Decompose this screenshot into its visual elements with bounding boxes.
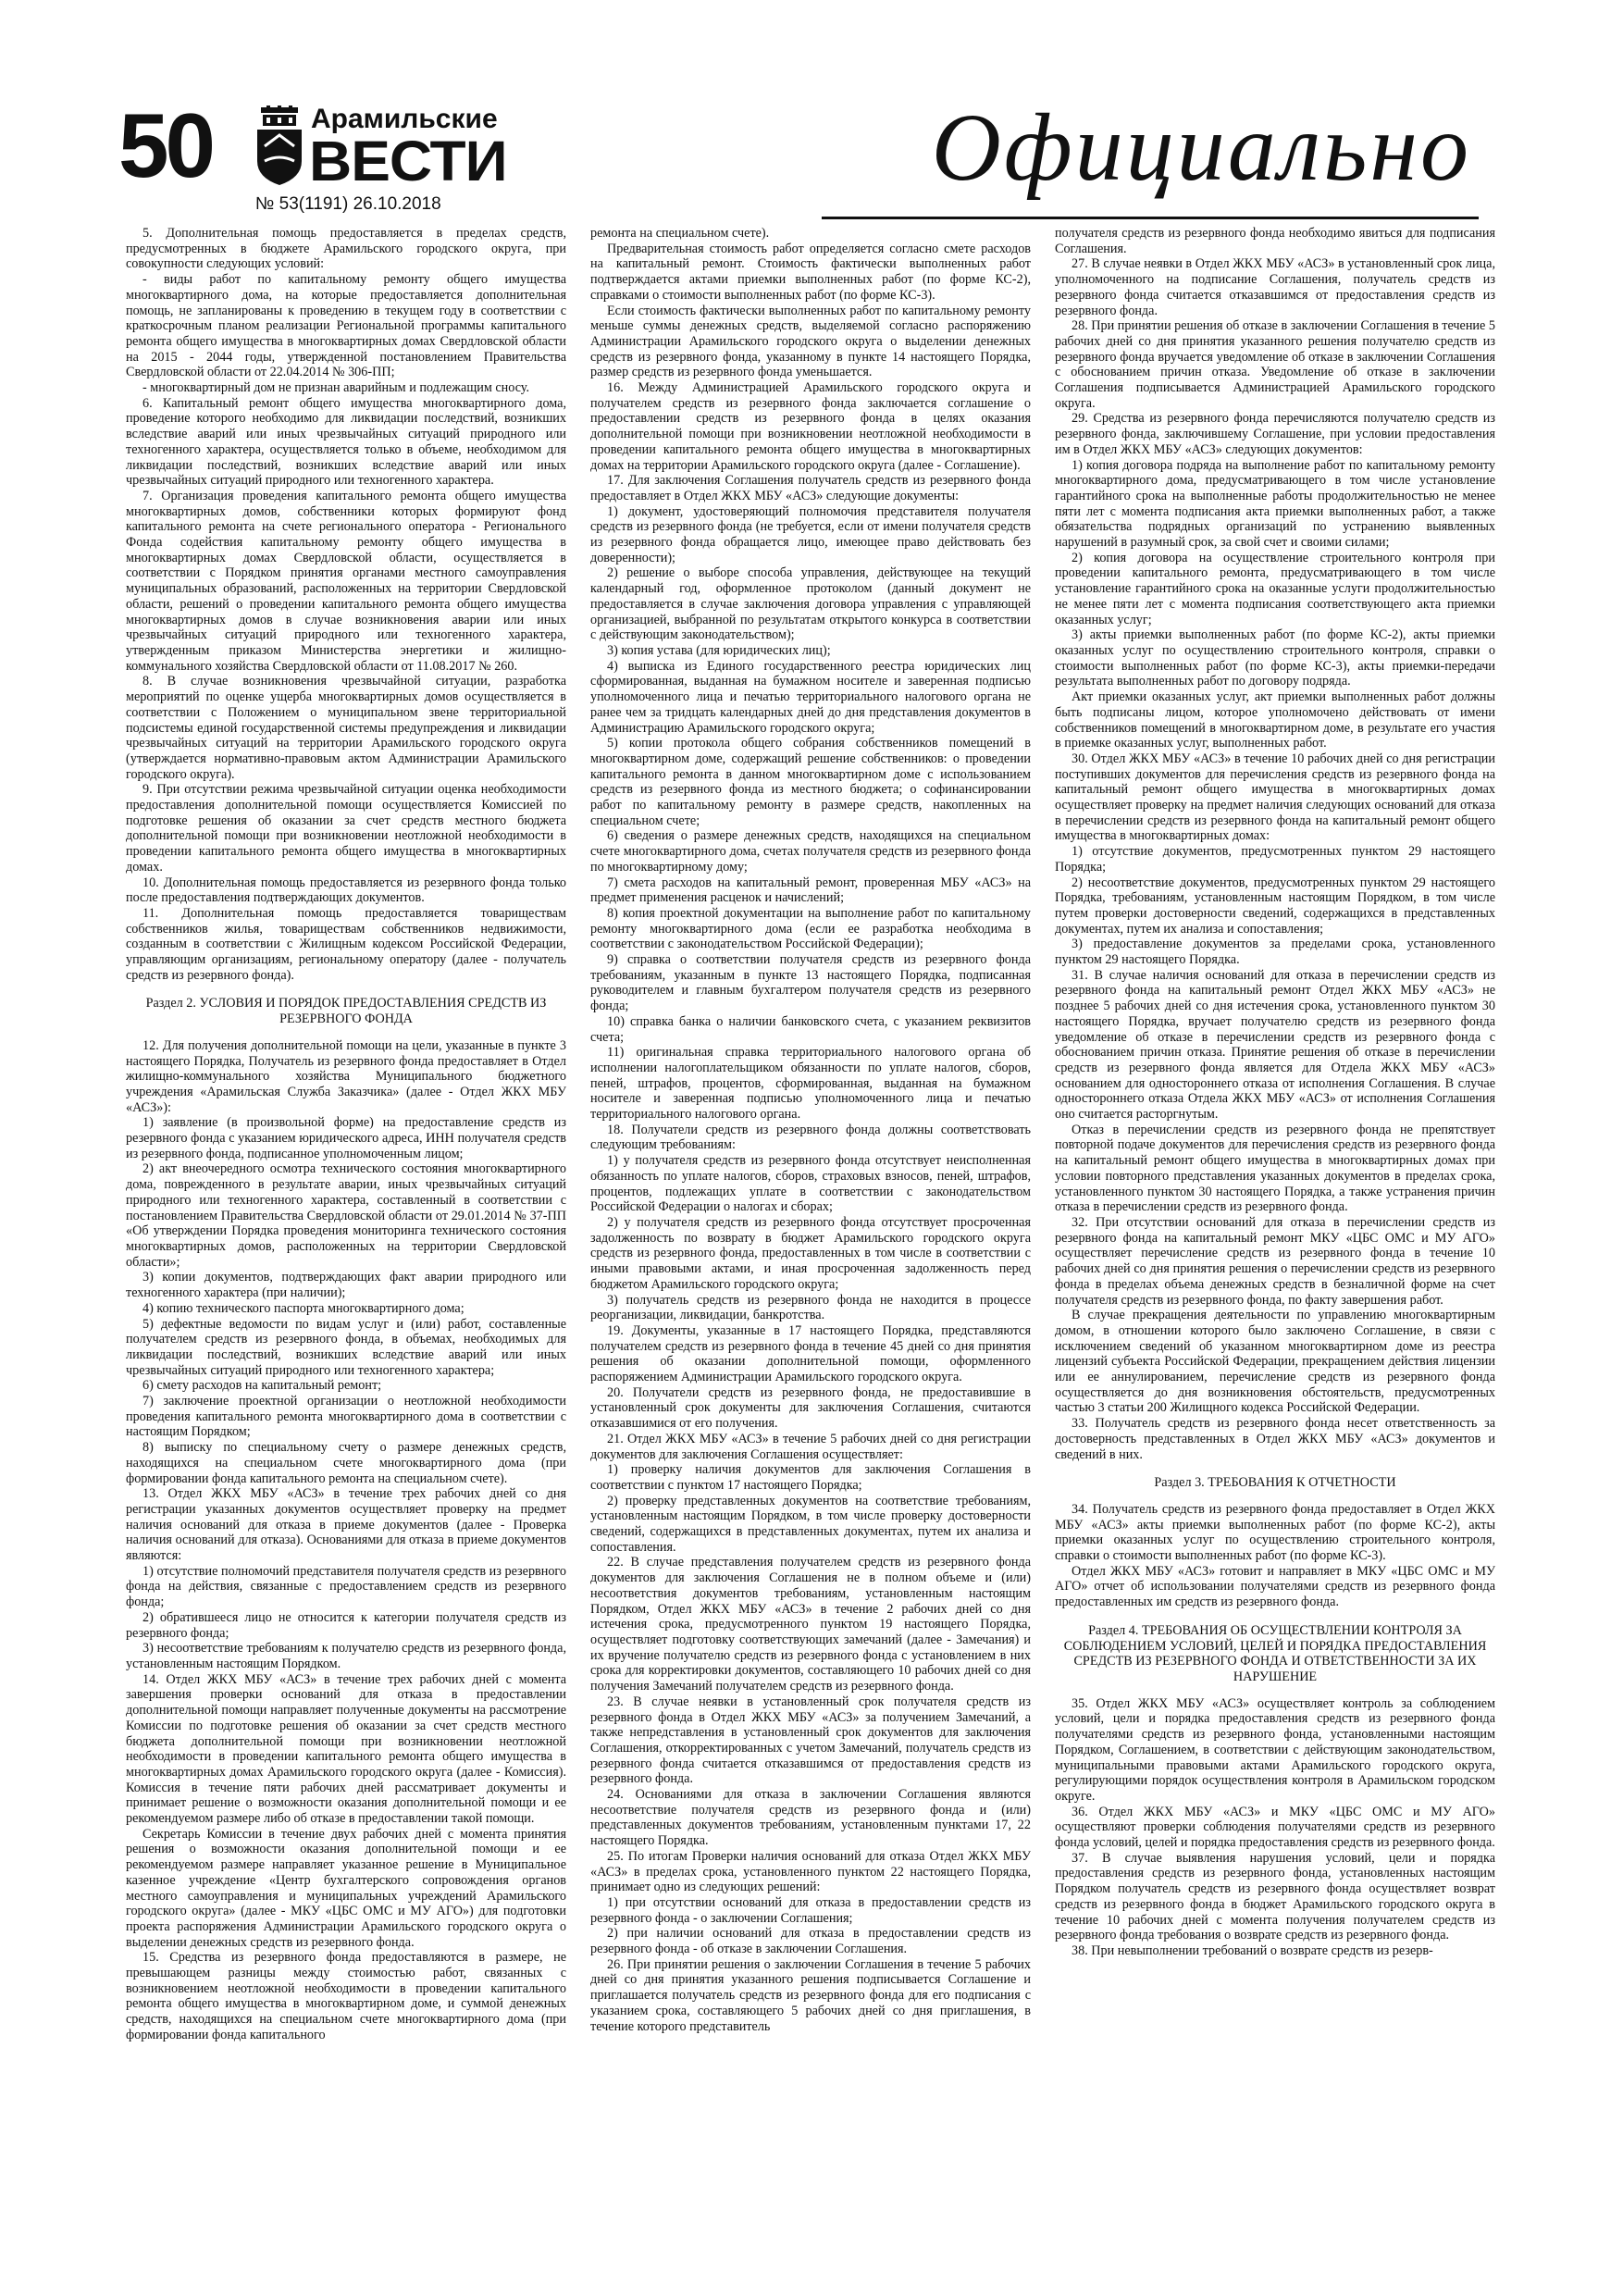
paragraph: 10) справка банка о наличии банковского счета, с указанием реквизитов счета; xyxy=(590,1013,1031,1045)
paragraph: 7. Организация проведения капитального ремонта общего имущества многоквартирных домов, собственники которых формируют фонд капитального ремонта на счете регионального оператора - Регионального Фонда содействия капитальному ремонту общего имущества в многоквартирных домах Свердловской области, осуществляется в соответствии с Порядком принятия органами местного самоуправления муниципальных образований, расположенных на территории Свердловской области, решений о проведении капитального ремонта общего имущества многоквартирных домов в случае возникновения аварии или иных чрезвычайных ситуаций природного или техногенного характера, утвержденным приказом Министерства энергетики и жилищно-коммунального хозяйства Свердловской области от 11.08.2017 № 260. xyxy=(126,488,566,674)
paragraph: 2) при наличии оснований для отказа в предоставлении средств из резервного фонда - об отказе в заключении Соглашения. xyxy=(590,1926,1031,1957)
paragraph: Отказ в перечислении средств из резервного фонда не препятствует повторной подаче документов для перечисления средств из резервного фонда на капитальный ремонт общего имущества в многоквартирных домах при условии повторного представления указанных документов в пределах срока, установленного пунктом 30 настоящего Порядка, а также устранения причин отказа в перечислении средств из резервного фонда. xyxy=(1055,1122,1495,1215)
page-number: 50 xyxy=(118,94,213,196)
paragraph: 18. Получатели средств из резервного фонда должны соответствовать следующим требованиям: xyxy=(590,1122,1031,1153)
paragraph: 1) копия договора подряда на выполнение работ по капитальному ремонту многоквартирного дома, предусматривающего в том числе установление гарантийного срока на выполненные работы продолжительностью не менее пяти лет с момента подписания акта приемки выполненных работ, а также обязательства подрядных организаций по устранению выявленных нарушений в разумный срок, за свой счет и своими силами; xyxy=(1055,457,1495,551)
paragraph: Отдел ЖКХ МБУ «АСЗ» готовит и направляет в МКУ «ЦБС ОМС и МУ АГО» отчет об использовании получателями средств из резервного фонда предоставленных им средств из резервного фонда. xyxy=(1055,1563,1495,1610)
paragraph: 2) обратившееся лицо не относится к категории получателя средств из резервного фонда; xyxy=(126,1609,566,1641)
paragraph: 21. Отдел ЖКХ МБУ «АСЗ» в течение 5 рабочих дней со дня регистрации документов для заключения Соглашения осуществляет: xyxy=(590,1431,1031,1462)
paragraph: 27. В случае неявки в Отдел ЖКХ МБУ «АСЗ» в установленный срок лица, уполномоченного на подписание Соглашения, получатель средств из резервного фонда считается отказавшимся от предоставления средств из резервного фонда. xyxy=(1055,256,1495,318)
paragraph: 1) у получателя средств из резервного фонда отсутствует неисполненная обязанность по уплате налогов, сборов, страховых взносов, пеней, штрафов, процентов, подлежащих уплате в соответствии с законодательством Российской Федерации о налогах и сборах; xyxy=(590,1153,1031,1215)
paragraph: 2) несоответствие документов, предусмотренных пунктом 29 настоящего Порядка, требованиям, установленным настоящим Порядком, в том числе путем проверки достоверности сведений, содержащихся в представленных документах, путем их анализа и сопоставления; xyxy=(1055,875,1495,937)
text-column-2 xyxy=(590,226,1031,2262)
paragraph: 1) отсутствие полномочий представителя получателя средств из резервного фонда на действия, связанные с предоставлением средств из резервного фонда; xyxy=(126,1563,566,1610)
paragraph: 5) копии протокола общего собрания собственников помещений в многоквартирном доме, содержащий решение собственников: о проведении капитального ремонта в данном многоквартирном доме с использованием средств из резервного фонда из местного бюджета; о софинансировании работ по капитальному ремонту в размере средств, накопленных на специальном счете; xyxy=(590,736,1031,828)
paragraph: 11. Дополнительная помощь предоставляется товариществам собственников жилья, товариществам собственников недвижимости, созданным в соответствии с Жилищным кодексом Российской Федерации, управляющим организациям, региональному оператору (далее - получатель средств из резервного фонда). xyxy=(126,905,566,983)
paragraph: 33. Получатель средств из резервного фонда несет ответственность за достоверность представленных в Отдел ЖКХ МБУ «АСЗ» документов и сведений в них. xyxy=(1055,1416,1495,1462)
section-heading: Раздел 2. УСЛОВИЯ И ПОРЯДОК ПРЕДОСТАВЛЕНИЯ СРЕДСТВ ИЗ РЕЗЕРВНОГО ФОНДА xyxy=(145,996,547,1027)
paragraph: 16. Между Администрацией Арамильского городского округа и получателем средств из резервного фонда заключается соглашение о предоставлении средств из резервного фонда в целях оказания дополнительной помощи при возникновении неотложной необходимости в проведении капитального ремонта общего имущества в многоквартирных домах на территории Арамильского городского округа (далее - Соглашение). xyxy=(590,380,1031,473)
paragraph: 28. При принятии решения об отказе в заключении Соглашения в течение 5 рабочих дней со дня принятия указанного решения получателю средств из резервного фонда вручается уведомление об отказе в заключении Соглашения с обоснованием причин отказа. Уведомление об отказе в заключении Соглашения подписывается Администрацией Арамильского городского округа. xyxy=(1055,318,1495,411)
paragraph: 35. Отдел ЖКХ МБУ «АСЗ» осуществляет контроль за соблюдением условий, цели и порядка предоставления средств из резервного фонда получателями средств из резервного фонда, установленными настоящим Порядком, Соглашением, в соответствии с действующим законодательством, муниципальными правовыми актами Арамильского городского округа, регулирующими порядок осуществления контроля в Арамильском городском округе. xyxy=(1055,1695,1495,1804)
paragraph: 9. При отсутствии режима чрезвычайной ситуации оценка необходимости предоставления дополнительной помощи осуществляется Комиссией по подготовке решения об оказании за счет средств местного бюджета дополнительной помощи при возникновении неотложной необходимости в проведении капитального ремонта общего имущества в многоквартирных домах. xyxy=(126,782,566,875)
paragraph: 2) решение о выборе способа управления, действующее на текущий календарный год, оформленное протоколом (данный документ не предоставляется в случае заключения договора управления с управляющей организацией, выбранной по результатам открытого конкурса в соответствии с действующим законодательством); xyxy=(590,565,1031,643)
section-rubric: Официально xyxy=(931,94,1471,201)
paragraph: 13. Отдел ЖКХ МБУ «АСЗ» в течение трех рабочих дней со дня регистрации указанных документов осуществляет проверку на предмет наличия оснований для отказа в приеме документов (далее - Проверка наличия оснований для отказа). Основаниями для отказа в приеме документов являются: xyxy=(126,1486,566,1564)
paragraph: 14. Отдел ЖКХ МБУ «АСЗ» в течение трех рабочих дней с момента завершения проверки оснований для отказа в предоставлении дополнительной помощи направляет полученные документы на рассмотрение Комиссии по подготовке решения об оказании за счет средств местного бюджета дополнительной помощи при возникновении неотложной необходимости в проведении капитального ремонта общего имущества в многоквартирных домах Арамильского городского округа (далее - Комиссия). Комиссия в течение пяти рабочих дней рассматривает документы и принимает решение о возможности оказания дополнительной помощи и ее рекомендуемом размере либо об отказе в предоставлении такой помощи. xyxy=(126,1671,566,1827)
paragraph: 2) проверку представленных документов на соответствие требованиям, установленным настоящим Порядком, в том числе проверку достоверности сведений, содержащихся в представленных документах, путем их анализа и сопоставления. xyxy=(590,1493,1031,1555)
paragraph: 1) отсутствие документов, предусмотренных пунктом 29 настоящего Порядка; xyxy=(1055,844,1495,875)
paragraph: 1) документ, удостоверяющий полномочия представителя получателя средств из резервного фонда (не требуется, если от имени получателя средств из резервного фонда обращается лицо, имеющее право действовать без доверенности); xyxy=(590,503,1031,565)
paragraph: 7) смета расходов на капитальный ремонт, проверенная МБУ «АСЗ» на предмет применения расценок и начислений; xyxy=(590,875,1031,906)
paragraph: 1) при отсутствии оснований для отказа в предоставлении средств из резервного фонда - о заключении Соглашения; xyxy=(590,1894,1031,1926)
paragraph: 26. При принятии решения о заключении Соглашения в течение 5 рабочих дней со дня принятия указанного решения подписывается Соглашение и приглашается получатель средств из резервного фонда для его подписания с указанием срока, составляющего 5 рабочих дней со дня приглашения, в течение которого представитель xyxy=(590,1956,1031,2034)
paragraph: 4) выписка из Единого государственного реестра юридических лиц сформированная, выданная на бумажном носителе и заверенная подписью уполномоченного лица и печатью территориального налогового органа не ранее чем за тридцать календарных дней до дня представления документов в Администрацию Арамильского городского округа; xyxy=(590,658,1031,736)
paragraph: 32. При отсутствии оснований для отказа в перечислении средств из резервного фонда на капитальный ремонт МКУ «ЦБС ОМС и МУ АГО» осуществляет перечисление средств из резервного фонда в течение 10 рабочих дней со дня принятия решения о перечислении средств из резервного фонда в пределах объема денежных средств в безналичной форме на счет получателя средств из резервного фонда, по факту завершения работ. xyxy=(1055,1215,1495,1308)
paragraph: 3) копии документов, подтверждающих факт аварии природного или техногенного характера (при наличии); xyxy=(126,1270,566,1301)
paragraph: 7) заключение проектной организации о неотложной необходимости проведения капитального ремонта многоквартирного дома в соответствии с настоящим Порядком; xyxy=(126,1394,566,1440)
paragraph: 25. По итогам Проверки наличия оснований для отказа Отдел ЖКХ МБУ «АСЗ» в пределах срока, установленного пунктом 22 настоящего Порядка, принимает одно из следующих решений: xyxy=(590,1848,1031,1895)
paragraph: 9) справка о соответствии получателя средств из резервного фонда требованиям, указанным в пункте 13 настоящего Порядка, подписанная руководителем и главным бухгалтером получателя средств из резервного фонда; xyxy=(590,952,1031,1014)
paragraph: 31. В случае наличия оснований для отказа в перечислении средств из резервного фонда на капитальный ремонт Отдел ЖКХ МБУ «АСЗ» не позднее 5 рабочих дней со дня истечения срока, установленного пунктом 30 настоящего Порядка, вручает получателю средств из резервного фонда уведомление об отказе в перечислении средств из резервного фонда с обоснованием причин отказа. Принятие решения об отказе в перечислении средств из резервного фонда является для Отдела ЖКХ МБУ «АСЗ» основанием для одностороннего отказа от исполнения Соглашения. В случае одностороннего отказа Отдела ЖКХ МБУ «АСЗ» от исполнения Соглашения оно считается расторгнутым. xyxy=(1055,967,1495,1123)
text-column-1 xyxy=(126,226,566,2262)
paragraph: Акт приемки оказанных услуг, акт приемки выполненных работ должны быть подписаны лицом, которое уполномочено действовать от имени собственников помещений в многоквартирном доме, в результате его участия в приемке оказанных услуг, выполненных работ. xyxy=(1055,689,1495,751)
logo-subtitle: Арамильские xyxy=(311,104,498,134)
coat-of-arms-icon xyxy=(255,105,304,185)
paragraph: 2) копия договора на осуществление строительного контроля при проведении капитального ремонта, предусматривающего в том числе установление гарантийного срока на оказанные услуги продолжительностью не менее пяти лет с момента подписания соответствующего акта приемки оказанных услуг; xyxy=(1055,550,1495,627)
paragraph: 10. Дополнительная помощь предоставляется из резервного фонда только после предоставления подтверждающих документов. xyxy=(126,875,566,906)
paragraph: 3) предоставление документов за пределами срока, установленного пунктом 29 настоящего Порядка. xyxy=(1055,937,1495,968)
paragraph: 3) копия устава (для юридических лиц); xyxy=(607,642,831,658)
paragraph: 5. Дополнительная помощь предоставляется в пределах средств, предусмотренных в бюджете Арамильского городского округа, при совокупности следующих условий: xyxy=(126,226,566,272)
paragraph: ремонта на специальном счете). xyxy=(590,226,770,241)
article-columns xyxy=(126,226,1497,2262)
paragraph: 30. Отдел ЖКХ МБУ «АСЗ» в течение 10 рабочих дней со дня регистрации поступивших документов для перечисления средств из резервного фонда на капитальный ремонт общего имущества в многоквартирных домах осуществляет проверку на предмет наличия следующих оснований для отказа в перечислении средств из резервного фонда на капитальный ремонт общего имущества в многоквартирных домах: xyxy=(1055,751,1495,844)
paragraph: В случае прекращения деятельности по управлению многоквартирным домом, в отношении которого было заключено Соглашение, в связи с исключением сведений об указанном многоквартирном доме из реестра лицензий субъекта Российской Федерации, прекращением действия лицензии или ее аннулированием, перечисление средств из резервного фонда осуществляется до дня возникновения обстоятельств, предусмотренных частью 3 статьи 200 Жилищного кодекса Российской Федерации. xyxy=(1055,1308,1495,1416)
paragraph: 11) оригинальная справка территориального налогового органа об исполнении налогоплательщиком обязанности по уплате налогов, сборов, пеней, штрафов, процентов, сформированная, выданная на бумажном носителе и заверенная подписью уполномоченного лица и печатью территориального налогового органа. xyxy=(590,1045,1031,1123)
paragraph: 2) акт внеочередного осмотра технического состояния многоквартирного дома, поврежденного в результате аварии, иных чрезвычайных ситуаций природного или техногенного характера, составленный в соответствии с постановлением Правительства Свердловской области от 29.01.2014 № 37-ПП «Об утверждении Порядка проведения мониторинга технического состояния многоквартирных домов, расположенных на территории Свердловской области»; xyxy=(126,1161,566,1270)
paragraph: 3) получатель средств из резервного фонда не находится в процессе реорганизации, ликвидации, банкротства. xyxy=(590,1292,1031,1323)
text-column-3 xyxy=(1055,226,1495,2262)
paragraph: 17. Для заключения Соглашения получатель средств из резервного фонда предоставляет в Отдел ЖКХ МБУ «АСЗ» следующие документы: xyxy=(590,473,1031,503)
paragraph: 6) смету расходов на капитальный ремонт; xyxy=(142,1378,382,1394)
paragraph: 37. В случае выявления нарушения условий, цели и порядка предоставления средств из резервного фонда, установленных настоящим Порядком получатель средств из резервного фонда осуществляет возврат средств из резервного фонда в бюджет Арамильского городского округа в течение 10 рабочих дней с момента получения получателем средств из резервного фонда требования о возврате средств из резервного фонда. xyxy=(1055,1850,1495,1943)
paragraph: 3) акты приемки выполненных работ (по форме КС-2), акты приемки оказанных услуг по осуществлению строительного контроля, справки о стоимости выполненных работ (по форме КС-3), акты приемки-передачи результата выполненных работ по договору подряда. xyxy=(1055,627,1495,689)
paragraph: 24. Основаниями для отказа в заключении Соглашения являются несоответствие получателя средств из резервного фонда и (или) представленных документов требованиям, установленным пунктами 17, 22 настоящего Порядка. xyxy=(590,1787,1031,1849)
paragraph: 19. Документы, указанные в 17 настоящего Порядка, представляются получателем средств из резервного фонда в течение 45 дней со дня принятия решения об оказании дополнительной помощи, оформленного распоряжением Администрации Арамильского городского округа. xyxy=(590,1322,1031,1385)
paragraph: 23. В случае неявки в установленный срок получателя средств из резервного фонда в Отдел ЖКХ МБУ «АСЗ» за получением Замечаний, а также непредставления в установленный срок документов для заключения Соглашения, откорректированных с учетом Замечаний, получатель средств из резервного фонда считается отказавшимся от предоставления средств из резервного фонда. xyxy=(590,1694,1031,1787)
paragraph: - многоквартирный дом не признан аварийным и подлежащим сносу. xyxy=(142,380,530,396)
paragraph: 5) дефектные ведомости по видам услуг и (или) работ, составленные получателем средств из резервного фонда, в объемах, необходимых для ликвидации последствий, возникших вследствие аварий или иных чрезвычайных ситуаций природного или техногенного характера; xyxy=(126,1316,566,1378)
logo-title: ВЕСТИ xyxy=(309,129,507,193)
paragraph: - виды работ по капитальному ремонту общего имущества многоквартирного дома, на которые предоставляется дополнительная помощь, не запланированы к проведению в текущем году в соответствии с краткосрочным планом реализации Региональной программы капитального ремонта общего имущества в многоквартирных домах Свердловской области на 2015 - 2044 годы, утвержденной постановлением Правительства Свердловской области от 22.04.2014 № 306-ПП; xyxy=(126,272,566,380)
paragraph: 15. Средства из резервного фонда предоставляются в размере, не превышающем разницы между стоимостью работ, связанных с возникновением неотложной необходимости в проведении капитального ремонта общего имущества в многоквартирном доме, и суммой денежных средств, находящихся на специальном счете многоквартирного дома (при формировании фонда капитального xyxy=(126,1950,566,2042)
paragraph: 1) заявление (в произвольной форме) на предоставление средств из резервного фонда с указанием юридического адреса, ИНН получателя средств из резервного фонда, подписанное уполномоченным лицом; xyxy=(126,1115,566,1161)
paragraph: 29. Средства из резервного фонда перечисляются получателю средств из резервного фонда, заключившему Соглашение, при условии предоставления им в Отдел ЖКХ МБУ «АСЗ» следующих документов: xyxy=(1055,411,1495,457)
paragraph: 2) у получателя средств из резервного фонда отсутствует просроченная задолженность по возврату в бюджет Арамильского городского округа средств из резервного фонда, предоставленных в том числе в соответствии с иными правовыми актами, и иная просроченная задолженность перед бюджетом Арамильского городского округа; xyxy=(590,1215,1031,1292)
paragraph: получателя средств из резервного фонда необходимо явиться для подписания Соглашения. xyxy=(1055,226,1495,256)
paragraph: Если стоимость фактически выполненных работ по капитальному ремонту меньше суммы денежных средств, выделяемой согласно распоряжению Администрации Арамильского городского округа о выделении денежных средств из резервного фонда, указанному в пункте 14 настоящего Порядка, размер средств из резервного фонда уменьшается. xyxy=(590,303,1031,380)
paragraph: 38. При невыполнении требований о возврате средств из резерв- xyxy=(1072,1942,1433,1958)
paragraph: 8) копия проектной документации на выполнение работ по капитальному ремонту многоквартирного дома (если ее разработка необходима в соответствии с законодательством Российской Федерации); xyxy=(590,905,1031,952)
paragraph: Секретарь Комиссии в течение двух рабочих дней с момента принятия решения о возможности оказания дополнительной помощи и ее рекомендуемом размере направляет указанное решение в Муниципальное казенное учреждение «Центр бухгалтерского сопровождения органов местного самоуправления и муниципальных учреждений Арамильского городского округа» (далее - МКУ «ЦБС ОМС и МУ АГО») для подготовки проекта распоряжения Администрации Арамильского городского округа о выделении денежных средств из резервного фонда. xyxy=(126,1826,566,1950)
section-heading: Раздел 4. ТРЕБОВАНИЯ ОБ ОСУЩЕСТВЛЕНИИ КОНТРОЛЯ ЗА СОБЛЮДЕНИЕМ УСЛОВИЙ, ЦЕЛЕЙ И ПОРЯДКА ПРЕДОСТАВЛЕНИЯ СРЕДСТВ ИЗ РЕЗЕРВНОГО ФОНДА И ОТВЕТСТВЕННОСТИ ЗА ИХ НАРУШЕНИЕ xyxy=(1063,1622,1487,1684)
paragraph: 34. Получатель средств из резервного фонда предоставляет в Отдел ЖКХ МБУ «АСЗ» акты приемки выполненных работ (по форме КС-2), акты приемки оказанных услуг по осуществлению строительного контроля, справки о стоимости выполненных работ (по форме КС-3). xyxy=(1055,1501,1495,1564)
header-rule xyxy=(822,217,1479,219)
paragraph: 36. Отдел ЖКХ МБУ «АСЗ» и МКУ «ЦБС ОМС и МУ АГО» осуществляют проверки соблюдения получателями средств из резервного фонда условий, целей и порядка предоставления средств из резервного фонда. xyxy=(1055,1804,1495,1851)
masthead xyxy=(118,93,1479,231)
issue-number-date: № 53(1191) 26.10.2018 xyxy=(255,194,441,214)
paragraph: 20. Получатели средств из резервного фонда, не предоставившие в установленный срок документы для заключения Соглашения, считаются отказавшимися от его получения. xyxy=(590,1384,1031,1432)
paragraph: 6. Капитальный ремонт общего имущества многоквартирного дома, проведение которого необходимо для ликвидации последствий, возникших вследствие аварий или иных чрезвычайных ситуаций природного или техногенного характера, осуществляется только в объеме, необходимом для ликвидации последствий, возникших вследствие аварий или иных чрезвычайных ситуаций природного или техногенного характера. xyxy=(126,395,566,489)
paragraph: 22. В случае представления получателем средств из резервного фонда документов для заключения Соглашения не в полном объеме и (или) несоответствия документов требованиям, установленным настоящим Порядком, Отдел ЖКХ МБУ «АСЗ» в течение 2 рабочих дней со дня истечения срока, предусмотренного пунктом 19 настоящего Порядка, осуществляет подготовку соответствующих замечаний (далее - Замечания) и их вручение получателю средств из резервного фонда с установлением в них срока для корректировки документов, составляющего 10 рабочих дней со дня получения Замечаний получателем средств из резервного фонда. xyxy=(590,1555,1031,1694)
paragraph: 8) выписку по специальному счету о размере денежных средств, находящихся на специальном счете многоквартирного дома (при формировании фонда капитального ремонта на специальном счете). xyxy=(126,1440,566,1486)
paragraph: Предварительная стоимость работ определяется согласно смете расходов на капитальный ремонт. Стоимость фактически выполненных работ подтверждается актами приемки выполненных работ (по форме КС-2), справками о стоимости выполненных работ (по форме КС-3). xyxy=(590,241,1031,303)
paragraph: 8. В случае возникновения чрезвычайной ситуации, разработка мероприятий по оценке ущерба многоквартирных домов осуществляется в соответствии с Положением о муниципальном звене территориальной подсистемы единой государственной системы предупреждения и ликвидации чрезвычайных ситуаций на территории Арамильского городского округа (утверждается нормативно-правовым актом Администрации Арамильского городского округа). xyxy=(126,674,566,782)
paragraph: 1) проверку наличия документов для заключения Соглашения в соответствии с пунктом 17 настоящего Порядка; xyxy=(590,1462,1031,1493)
paragraph: 4) копию технического паспорта многоквартирного дома; xyxy=(142,1300,465,1316)
paragraph: 3) несоответствие требованиям к получателю средств из резервного фонда, установленным настоящим Порядком. xyxy=(126,1641,566,1671)
paragraph: 6) сведения о размере денежных средств, находящихся на специальном счете многоквартирного дома, счетах получателя средств из резервного фонда по многоквартирному дому; xyxy=(590,828,1031,875)
paragraph: 12. Для получения дополнительной помощи на цели, указанные в пункте 3 настоящего Порядка, Получатель из резервного фонда предоставляет в Отдел жилищно-коммунального хозяйства Муниципального бюджетного учреждения «Арамильская Служба Заказчика» (далее - Отдел ЖКХ МБУ «АСЗ»): xyxy=(126,1037,566,1115)
section-heading: Раздел 3. ТРЕБОВАНИЯ К ОТЧЕТНОСТИ xyxy=(1154,1475,1396,1491)
